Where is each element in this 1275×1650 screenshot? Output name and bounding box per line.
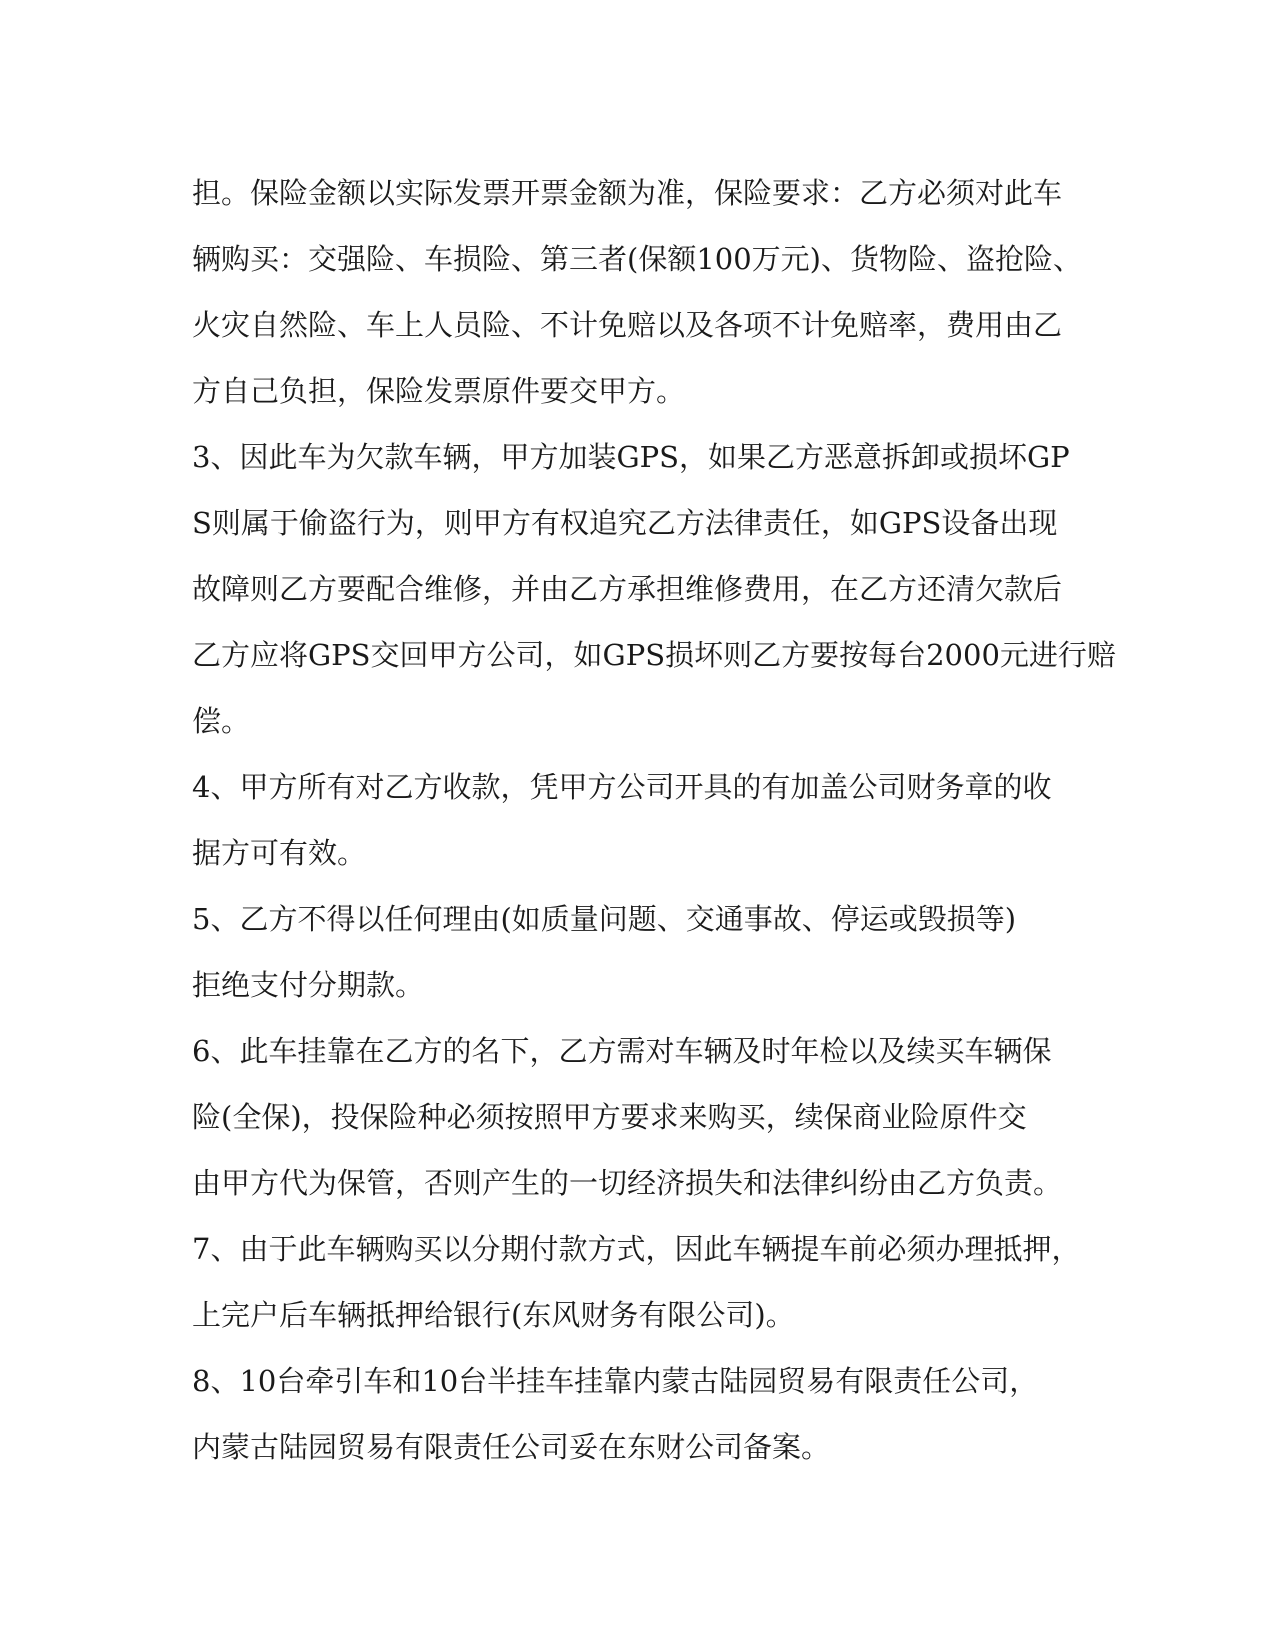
text-line: 上完户后车辆抵押给银行(东风财务有限公司)。: [192, 1298, 795, 1332]
contract-text: [192, 160, 1116, 1480]
text-line: 拒绝支付分期款。: [192, 968, 425, 1002]
text-line: 据方可有效。: [192, 836, 367, 870]
text-line: S则属于偷盗行为，则甲方有权追究乙方法律责任，如GPS设备出现: [192, 506, 1058, 540]
clause-4-line: 4、甲方所有对乙方收款，凭甲方公司开具的有加盖公司财务章的收: [192, 770, 1052, 804]
text-line: 乙方应将GPS交回甲方公司，如GPS损坏则乙方要按每台2000元进行赔: [192, 638, 1116, 672]
text-line: 方自己负担，保险发票原件要交甲方。: [192, 374, 686, 408]
clause-3-line: 3、因此车为欠款车辆，甲方加装GPS，如果乙方恶意拆卸或损坏GP: [192, 440, 1070, 474]
clause-5-line: 5、乙方不得以任何理由(如质量问题、交通事故、停运或毁损等): [192, 902, 1017, 936]
text-line: 火灾自然险、车上人员险、不计免赔以及各项不计免赔率，费用由乙: [192, 308, 1063, 342]
text-line: 故障则乙方要配合维修，并由乙方承担维修费用，在乙方还清欠款后: [192, 572, 1063, 606]
text-line: 内蒙古陆园贸易有限责任公司妥在东财公司备案。: [192, 1430, 831, 1464]
text-line: 辆购买：交强险、车损险、第三者(保额100万元)、货物险、盗抢险、: [192, 242, 1082, 276]
clause-8-line: 8、10台牵引车和10台半挂车挂靠内蒙古陆园贸易有限责任公司，: [192, 1364, 1039, 1398]
text-line: 偿。: [192, 704, 251, 738]
text-line: 由甲方代为保管，否则产生的一切经济损失和法律纠纷由乙方负责。: [192, 1166, 1063, 1200]
clause-6-line: 6、此车挂靠在乙方的名下，乙方需对车辆及时年检以及续买车辆保: [192, 1034, 1052, 1068]
text-line: 险(全保)，投保险种必须按照甲方要求来购买，续保商业险原件交: [192, 1100, 1027, 1134]
text-line: 担。保险金额以实际发票开票金额为准，保险要求：乙方必须对此车: [192, 176, 1063, 210]
clause-7-line: 7、由于此车辆购买以分期付款方式，因此车辆提车前必须办理抵押，: [192, 1232, 1081, 1266]
